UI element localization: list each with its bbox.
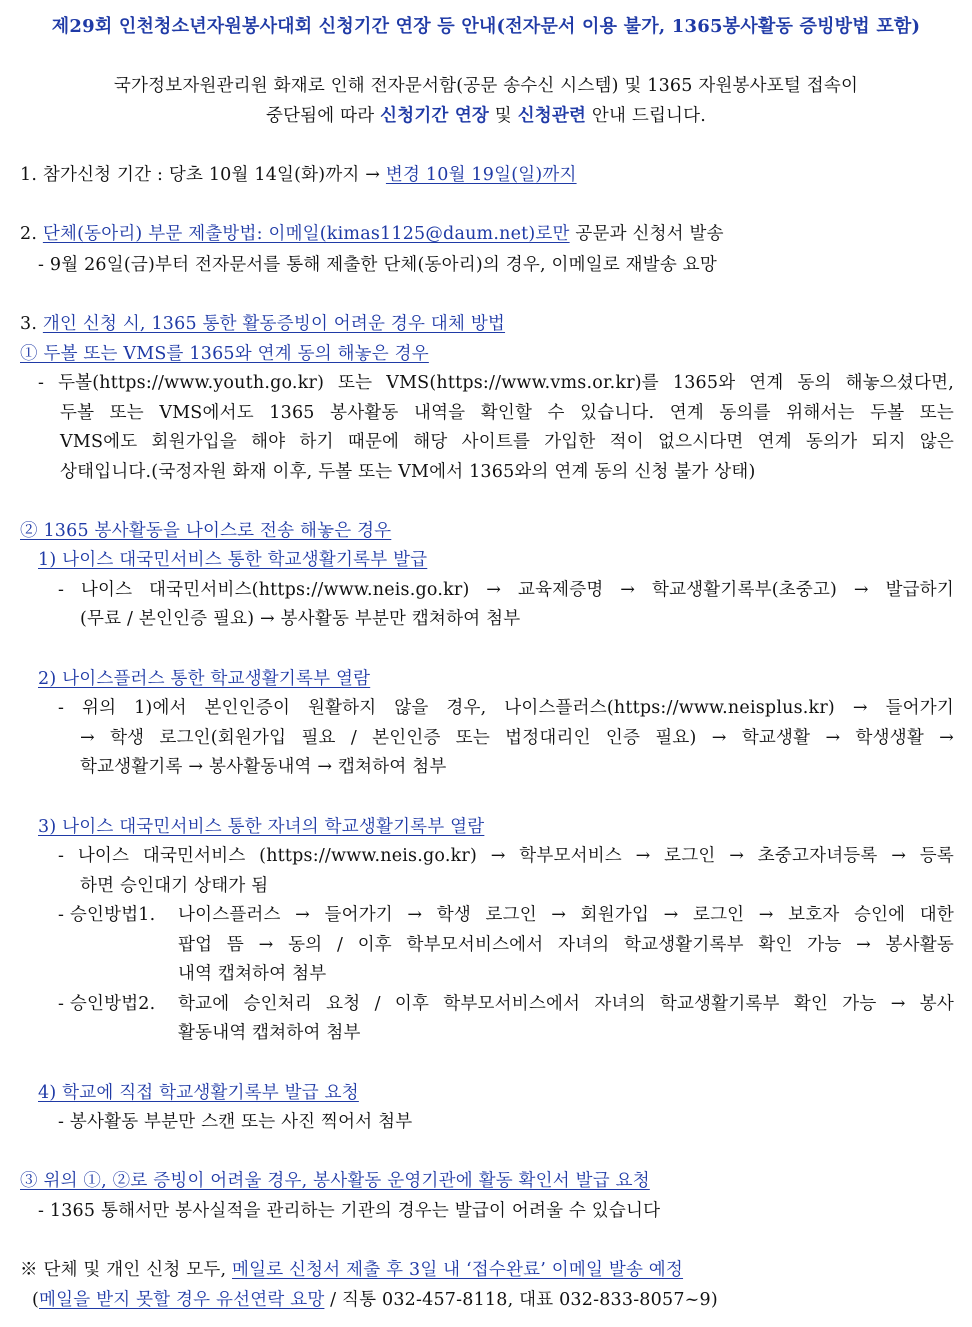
- method-2-line: → 학생 로그인(회원가입 필요 / 본인인증 또는 법정대리인 인증 필요) → 학교생활 → 학생생활 →: [80, 728, 954, 748]
- section-2-group-submission: [20, 220, 724, 245]
- method-1-heading: 1) 나이스 대국민서비스 통한 학교생활기록부 발급: [38, 550, 428, 570]
- note-text: ※ 단체 및 개인 신청 모두,: [20, 1260, 232, 1280]
- intro-text: 및: [489, 106, 518, 126]
- approval-1-label: - 승인방법1.: [58, 905, 156, 925]
- notice-title: 제29회 인천청소년자원봉사대회 신청기간 연장 등 안내(전자문서 이용 불가, 1365봉사활동 증빙방법 포함): [51, 16, 921, 37]
- method-4-line: - 봉사활동 부분만 스캔 또는 사진 찍어서 첨부: [58, 1112, 413, 1132]
- approval-2-line: 학교에 승인처리 요청 / 이후 학부모서비스에서 자녀의 학교생활기록부 확인 가능 → 봉사: [178, 994, 954, 1014]
- approval-1-line: 내역 캡쳐하여 첨부: [178, 964, 327, 984]
- option-1-line: VMS에도 회원가입을 해야 하기 때문에 해당 사이트를 가입한 적이 없으시다면 연계 동의가 되지 않은: [60, 432, 954, 452]
- section-number: 2.: [20, 224, 43, 244]
- note-text: (: [32, 1290, 40, 1310]
- method-1-line: (무료 / 본인인증 필요) → 봉사활동 부분만 캡쳐하여 첨부: [80, 609, 521, 629]
- intro-text: 안내 드립니다.: [586, 106, 707, 126]
- approval-1-line: 팝업 뜸 → 동의 / 이후 학부모서비스에서 자녀의 학교생활기록부 확인 가능 → 봉사활동: [178, 935, 954, 955]
- approval-2-label: - 승인방법2.: [58, 994, 156, 1014]
- option-1-line: 두볼 또는 VMS에서도 1365 봉사활동 내역을 확인할 수 있습니다. 연계 동의를 위해서는 두볼 또는: [60, 403, 954, 423]
- method-4-heading: 4) 학교에 직접 학교생활기록부 발급 요청: [38, 1083, 359, 1103]
- intro-text: 중단됨에 따라: [265, 106, 381, 126]
- period-changed: 변경 10월 19일(일)까지: [385, 165, 577, 185]
- approval-2-line: 활동내역 캡쳐하여 첨부: [178, 1023, 361, 1043]
- alternative-methods-heading: 개인 신청 시, 1365 통한 활동증빙이 어려운 경우 대체 방법: [42, 314, 506, 334]
- note-confirmation-email: 메일로 신청서 제출 후 3일 내 ‘접수완료’ 이메일 발송 예정: [231, 1260, 684, 1280]
- group-submission-text: 공문과 신청서 발송: [569, 224, 724, 244]
- method-2-line: - 위의 1)에서 본인인증이 원활하지 않을 경우, 나이스플러스(https://www.neisplus.kr) → 들어가기: [58, 698, 954, 718]
- group-resend-note: - 9월 26일(금)부터 전자문서를 통해 제출한 단체(동아리)의 경우, 이메일로 재발송 요망: [38, 255, 717, 275]
- option-1-heading: ① 두볼 또는 VMS를 1365와 연계 동의 해놓은 경우: [20, 344, 429, 364]
- intro-highlight-extension: 신청기간 연장: [380, 106, 490, 126]
- period-text: 1. 참가신청 기간 : 당초 10월 14일(화)까지 →: [20, 165, 386, 185]
- method-2-heading: 2) 나이스플러스 통한 학교생활기록부 열람: [38, 669, 371, 689]
- option-3-line: - 1365 통해서만 봉사실적을 관리하는 기관의 경우는 발급이 어려울 수 있습니다: [38, 1201, 661, 1221]
- section-1-period: [20, 161, 577, 186]
- intro-line-1: 국가정보자원관리원 화재로 인해 전자문서함(공문 송수신 시스템) 및 1365 자원봉사포털 접속이: [113, 76, 859, 96]
- method-1-line: - 나이스 대국민서비스(https://www.neis.go.kr) → 교육제증명 → 학교생활기록부(초중고) → 발급하기: [58, 580, 954, 600]
- contact-numbers: / 직통 032-457-8118, 대표 032-833-8057~9): [324, 1290, 718, 1310]
- method-3-line: 하면 승인대기 상태가 됨: [80, 876, 269, 896]
- option-2-heading: ② 1365 봉사활동을 나이스로 전송 해놓은 경우: [20, 521, 392, 541]
- intro-line-2: [0, 102, 972, 127]
- section-3-heading: [20, 310, 505, 335]
- group-submission-method: 단체(동아리) 부문 제출방법: 이메일(kimas1125@daum.net)로만: [42, 224, 570, 244]
- note-line-1: [20, 1256, 683, 1281]
- note-phone-request: 메일을 받지 못할 경우 유선연락 요망: [39, 1290, 325, 1310]
- method-2-line: 학교생활기록 → 봉사활동내역 → 캡쳐하여 첨부: [80, 757, 447, 777]
- option-1-line: - 두볼(https://www.youth.go.kr) 또는 VMS(https://www.vms.or.kr)를 1365와 연계 동의 해놓으셨다면,: [38, 373, 954, 393]
- section-number: 3.: [20, 314, 43, 334]
- intro-highlight-application: 신청관련: [517, 106, 587, 126]
- method-3-heading: 3) 나이스 대국민서비스 통한 자녀의 학교생활기록부 열람: [38, 817, 485, 837]
- option-3-heading: ③ 위의 ①, ②로 증빙이 어려울 경우, 봉사활동 운영기관에 활동 확인서 발급 요청: [20, 1171, 650, 1191]
- method-3-line: - 나이스 대국민서비스 (https://www.neis.go.kr) → 학부모서비스 → 로그인 → 초중고자녀등록 → 등록: [58, 846, 954, 866]
- note-line-2: [32, 1286, 718, 1311]
- approval-1-line: 나이스플러스 → 들어가기 → 학생 로그인 → 회원가입 → 로그인 → 보호자 승인에 대한: [178, 905, 954, 925]
- option-1-line: 상태입니다.(국정자원 화재 이후, 두볼 또는 VM에서 1365와의 연계 동의 신청 불가 상태): [60, 462, 756, 482]
